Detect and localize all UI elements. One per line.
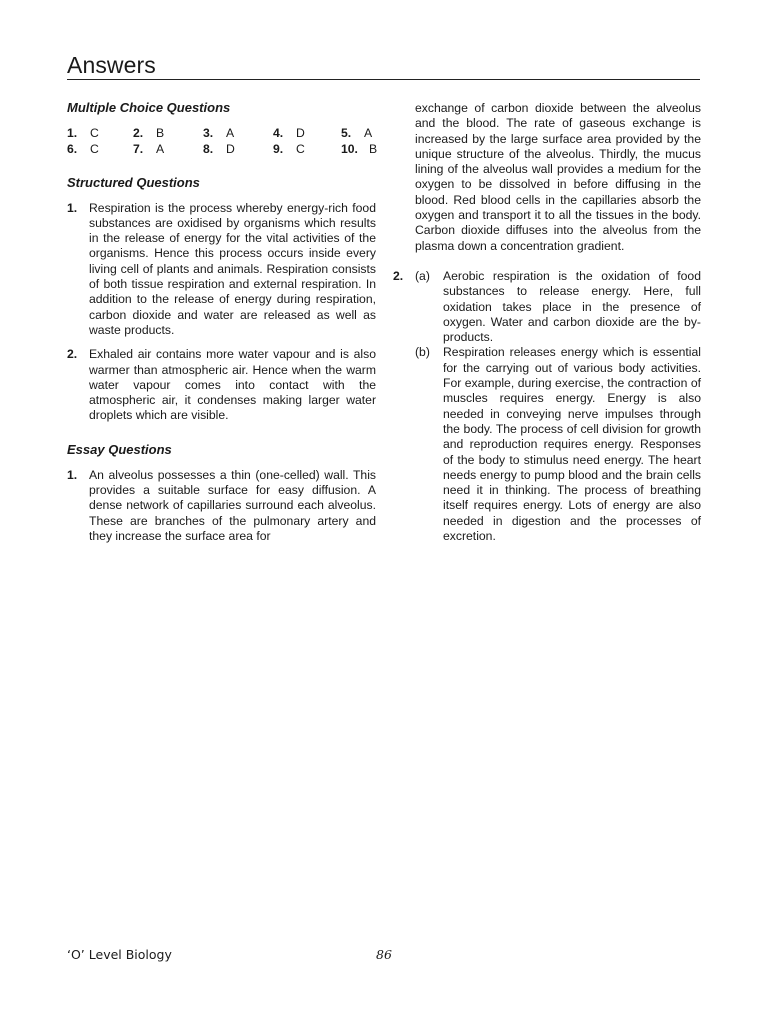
structured-heading: Structured Questions — [67, 174, 200, 190]
mcq-answer-grid — [67, 126, 376, 158]
mcq-number: 3. — [203, 126, 214, 140]
essay-heading: Essay Questions — [67, 441, 172, 457]
mcq-letter: B — [156, 126, 165, 140]
mcq-letter: C — [296, 142, 305, 157]
mcq-answer — [67, 142, 133, 157]
mcq-letter: C — [90, 142, 99, 157]
essay-answer-item — [393, 269, 701, 544]
mcq-number: 5. — [341, 126, 352, 140]
mcq-letter: A — [156, 142, 165, 157]
title-rule — [67, 79, 700, 80]
essay-answer-item — [67, 468, 376, 544]
sub-label: (a) — [415, 268, 430, 283]
mcq-number: 6. — [67, 142, 78, 157]
right-column — [393, 101, 701, 553]
sub-text: Aerobic respiration is the oxidation of food substances to release energy. Here, full oxidation takes place in the presence of oxygen. Water and carbon dioxide are the by-products. — [443, 268, 701, 345]
mcq-number: 10. — [341, 142, 358, 157]
mcq-answer — [273, 142, 341, 157]
mcq-number: 2. — [133, 126, 144, 140]
structured-answer-item — [67, 347, 376, 423]
left-column — [67, 100, 376, 553]
mcq-answer — [341, 126, 383, 141]
mcq-letter: C — [90, 126, 99, 140]
item-text: Respiration is the process whereby energy-rich food substances are oxidised by organisms which results in the release of energy for the vital activities of the organisms. Hence this process occurs inside every living cell of plants and animals. Respiration consists of both tissue respiration and external respiration. In addition to the release of energy during respiration, carbon dioxide and water are released as well as waste products. — [89, 200, 376, 337]
sub-text: Respiration releases energy which is essential for the carrying out of various body activities. For example, during exercise, the contraction of muscles requires energy. Energy is also needed in conveying nerve impulses through the body. The process of cell division for growth and reproduction requires energy. Responses of the body to stimulus need energy. The heart needs energy to pump blood and the brain cells need it in thinking. The process of breathing itself requires energy. Lots of energy are also needed in digestion and the processes of excretion. — [443, 345, 701, 544]
mcq-number: 8. — [203, 142, 214, 157]
mcq-heading: Multiple Choice Questions — [67, 100, 231, 115]
item-parts — [415, 269, 701, 544]
item-number: 1. — [67, 200, 78, 215]
mcq-answer — [203, 142, 273, 157]
mcq-answer — [133, 126, 203, 141]
mcq-answer — [203, 126, 273, 141]
item-number: 2. — [67, 347, 78, 362]
mcq-answer — [67, 126, 133, 141]
mcq-letter: D — [226, 142, 235, 157]
mcq-letter: B — [369, 142, 378, 157]
structured-answer-item — [67, 201, 376, 339]
sub-answer — [415, 345, 701, 544]
mcq-number: 9. — [273, 142, 284, 157]
sub-answer — [415, 269, 701, 345]
mcq-answer — [341, 142, 383, 157]
mcq-answer — [273, 126, 341, 141]
mcq-number: 1. — [67, 126, 78, 140]
mcq-number: 4. — [273, 126, 284, 140]
item-number: 2. — [393, 268, 404, 283]
page-number: 86 — [376, 947, 392, 962]
mcq-letter: A — [364, 126, 373, 140]
footer-book-title: ‘O’ Level Biology — [67, 947, 172, 962]
mcq-letter: D — [296, 126, 305, 140]
item-text: An alveolus possesses a thin (one-celled) wall. This provides a suitable surface for easy diffusion. A dense network of capillaries surround each alveolus. These are branches of the pulmonary artery and they increase the surface area for — [89, 467, 376, 543]
mcq-answer — [133, 142, 203, 157]
mcq-number: 7. — [133, 142, 144, 157]
sub-label: (b) — [415, 345, 430, 360]
mcq-letter: A — [226, 126, 235, 140]
essay-answer-continuation: exchange of carbon dioxide between the alveolus and the blood. The rate of gaseous exchange is increased by the large surface area provided by the unique structure of the alveolus. Thirdly, the mucus lining of the alveolus wall provides a medium for the oxygen to be dissolved in before diffusing in the blood. Red blood cells in the capillaries absorb the oxygen and transport it to all the tissues in the body. Carbon dioxide diffuses into the alveolus from the plasma down a concentration gradient. — [415, 101, 701, 253]
page-title: Answers — [67, 52, 156, 78]
item-text: Exhaled air contains more water vapour and is also warmer than atmospheric air. Hence when the warm water vapour comes into contact with the atmospheric air, it condenses making larger water droplets which are visible. — [89, 347, 376, 423]
item-number: 1. — [67, 467, 78, 482]
